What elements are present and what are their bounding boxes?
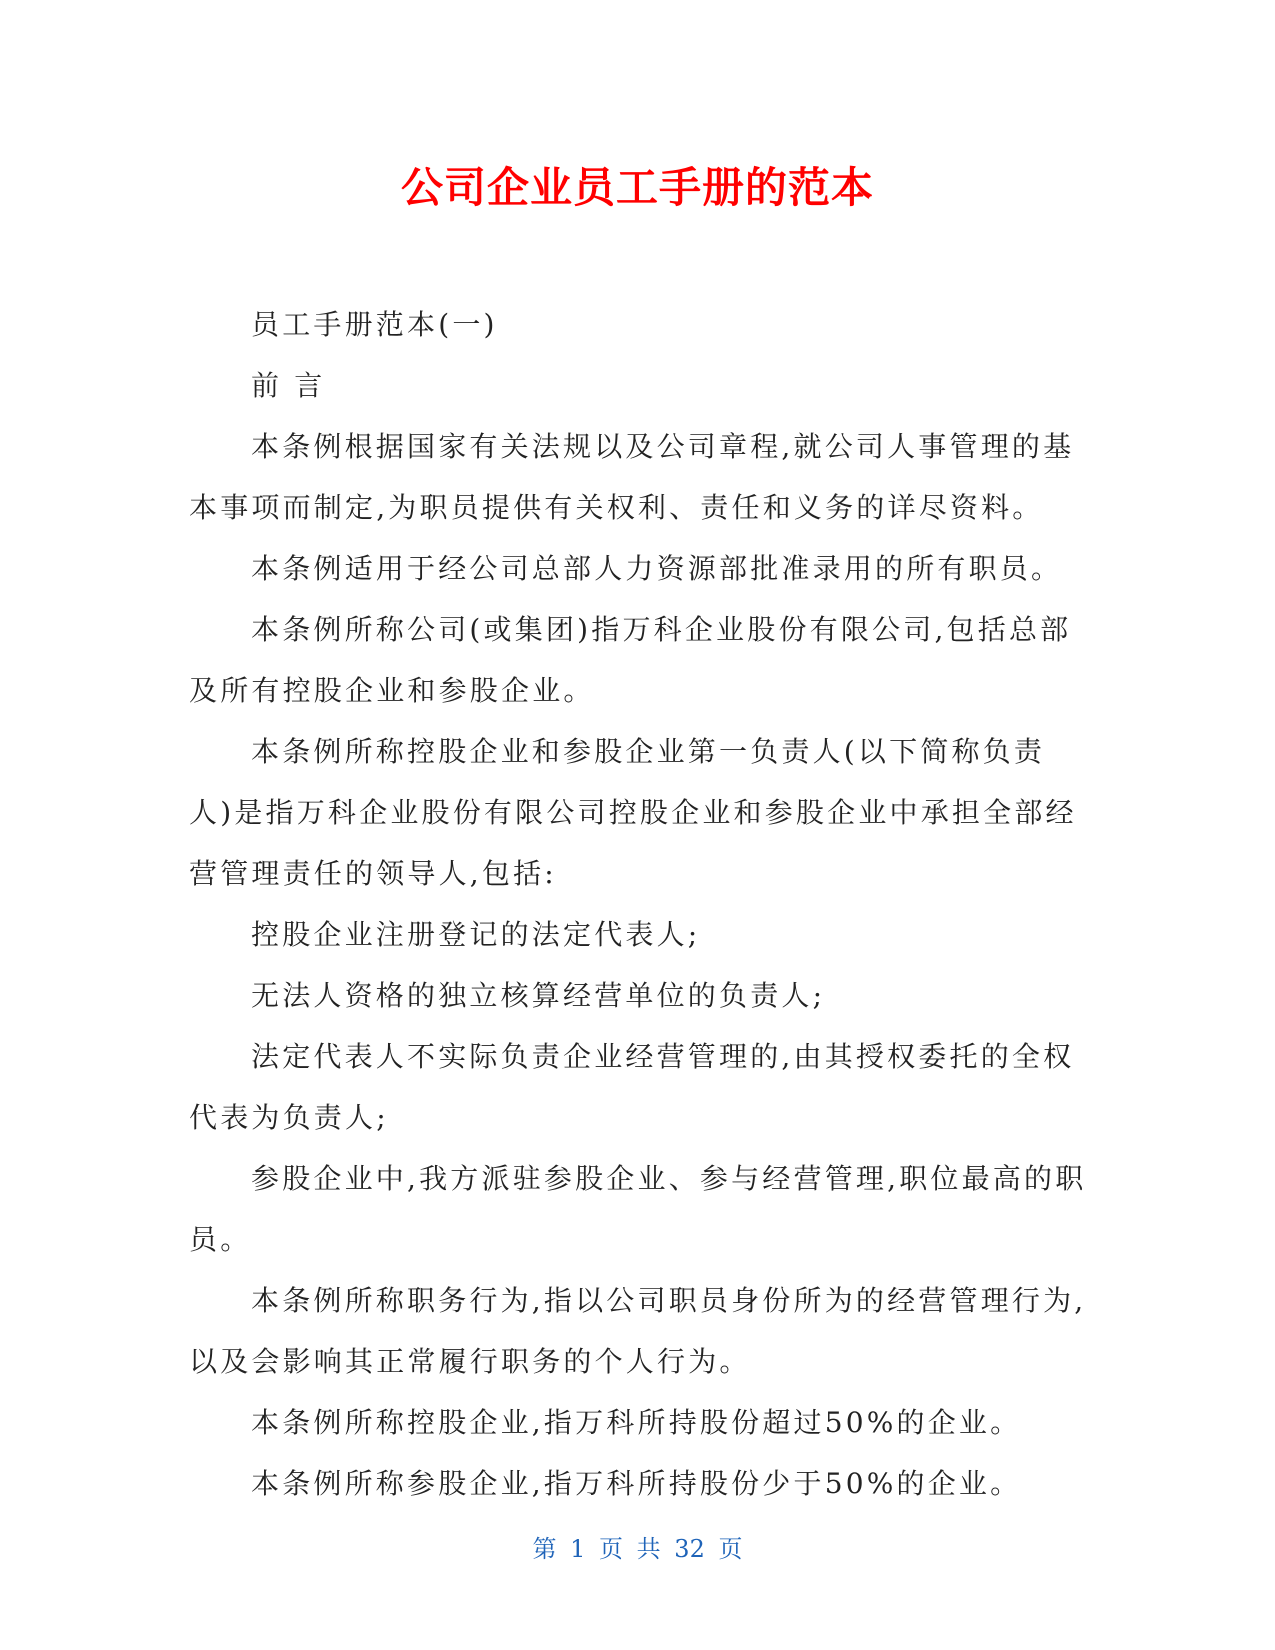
paragraph: 本条例所称控股企业,指万科所持股份超过50%的企业。 (251, 1406, 1022, 1439)
document-title: 公司企业员工手册的范本 (400, 163, 874, 212)
paragraph: 本条例适用于经公司总部人力资源部批准录用的所有职员。 (251, 552, 1063, 585)
document-body (189, 294, 1089, 1514)
paragraph: 本条例所称控股企业和参股企业第一负责人(以下简称负责人)是指万科企业股份有限公司控股企业和参股企业中承担全部经营管理责任的领导人,包括: (189, 735, 1077, 890)
paragraph: 控股企业注册登记的法定代表人; (251, 918, 701, 951)
paragraph: 前 言 (251, 369, 326, 402)
paragraph: 无法人资格的独立核算经营单位的负责人; (251, 979, 826, 1012)
paragraph: 本条例根据国家有关法规以及公司章程,就公司人事管理的基本事项而制定,为职员提供有关权利、责任和义务的详尽资料。 (189, 430, 1075, 524)
paragraph: 员工手册范本(一) (251, 308, 498, 341)
paragraph: 本条例所称公司(或集团)指万科企业股份有限公司,包括总部及所有控股企业和参股企业。 (189, 613, 1072, 707)
paragraph: 法定代表人不实际负责企业经营管理的,由其授权委托的全权代表为负责人; (189, 1040, 1075, 1134)
paragraph: 本条例所称职务行为,指以公司职员身份所为的经营管理行为,以及会影响其正常履行职务的个人行为。 (189, 1284, 1087, 1378)
paragraph: 本条例所称参股企业,指万科所持股份少于50%的企业。 (251, 1467, 1022, 1500)
paragraph: 参股企业中,我方派驻参股企业、参与经营管理,职位最高的职员。 (189, 1162, 1087, 1256)
page-number: 第 1 页 共 32 页 (532, 1535, 743, 1563)
